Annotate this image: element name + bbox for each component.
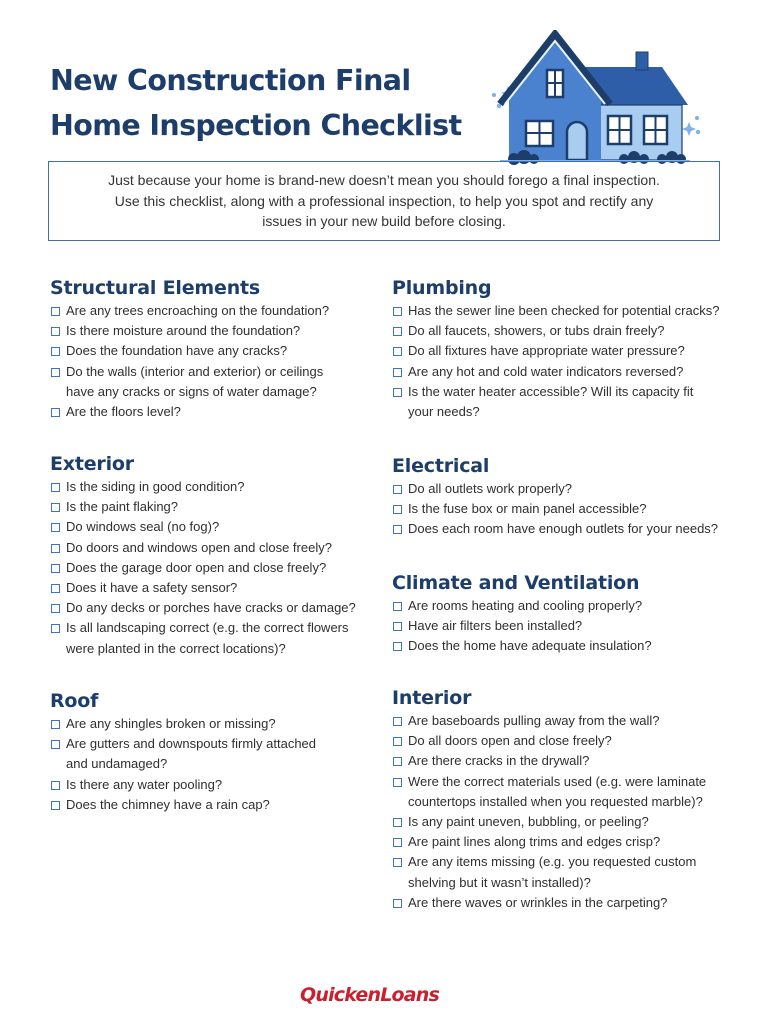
checklist-item[interactable]: Are any items missing (e.g. you requested custom shelving but it wasn’t installed)? bbox=[392, 852, 717, 892]
checklist-item[interactable]: Are any shingles broken or missing? bbox=[50, 714, 370, 734]
checkbox-icon[interactable] bbox=[393, 737, 402, 746]
checkbox-icon[interactable] bbox=[51, 740, 60, 749]
section-title: Interior bbox=[392, 686, 475, 710]
checkbox-icon[interactable] bbox=[393, 899, 402, 908]
checklist-item[interactable]: Are rooms heating and cooling properly? bbox=[392, 596, 737, 616]
checklist-item[interactable]: Is there any water pooling? bbox=[50, 775, 370, 795]
page-title bbox=[50, 58, 510, 148]
checklist-item[interactable]: Do all fixtures have appropriate water pressure? bbox=[392, 341, 737, 361]
checkbox-icon[interactable] bbox=[393, 388, 402, 397]
checkbox-icon[interactable] bbox=[51, 307, 60, 316]
section-roof bbox=[50, 689, 370, 815]
checklist-item[interactable]: Are there cracks in the drywall? bbox=[392, 751, 737, 771]
checkbox-icon[interactable] bbox=[393, 838, 402, 847]
checklist-item[interactable]: Are the floors level? bbox=[50, 402, 370, 422]
checklist-item[interactable]: Is any paint uneven, bubbling, or peeling? bbox=[392, 812, 737, 832]
checkbox-icon[interactable] bbox=[393, 602, 402, 611]
checkbox-icon[interactable] bbox=[393, 757, 402, 766]
checkbox-icon[interactable] bbox=[51, 544, 60, 553]
checklist-item[interactable]: Were the correct materials used (e.g. were laminate countertops installed when you requested marble)? bbox=[392, 772, 722, 812]
checkbox-icon[interactable] bbox=[51, 347, 60, 356]
checklist-item[interactable]: Does the home have adequate insulation? bbox=[392, 636, 737, 656]
section-climate-and-ventilation bbox=[392, 571, 737, 657]
page-title-line-1: New Construction Final bbox=[50, 64, 411, 97]
page-title-line-2: Home Inspection Checklist bbox=[50, 109, 462, 142]
section-title: Plumbing bbox=[392, 276, 495, 300]
section-electrical bbox=[392, 454, 737, 540]
checkbox-icon[interactable] bbox=[393, 818, 402, 827]
checkbox-icon[interactable] bbox=[51, 368, 60, 377]
checkbox-icon[interactable] bbox=[51, 523, 60, 532]
checklist-item[interactable]: Is the paint flaking? bbox=[50, 497, 370, 517]
section-exterior bbox=[50, 452, 370, 659]
checkbox-icon[interactable] bbox=[51, 781, 60, 790]
section-title: Roof bbox=[50, 689, 102, 713]
checkbox-icon[interactable] bbox=[393, 778, 402, 787]
checkbox-icon[interactable] bbox=[51, 584, 60, 593]
checkbox-icon[interactable] bbox=[51, 327, 60, 336]
section-interior bbox=[392, 686, 737, 913]
intro-line-2: Use this checklist, along with a professional inspection, to help you spot and rectify any bbox=[114, 192, 654, 209]
checklist-item[interactable]: Is all landscaping correct (e.g. the correct flowers were planted in the correct locations)? bbox=[50, 618, 360, 658]
checkbox-icon[interactable] bbox=[393, 525, 402, 534]
section-title: Electrical bbox=[392, 454, 493, 478]
checklist-item[interactable]: Does each room have enough outlets for your needs? bbox=[392, 519, 737, 539]
checkbox-icon[interactable] bbox=[51, 408, 60, 417]
checkbox-icon[interactable] bbox=[51, 624, 60, 633]
checkbox-icon[interactable] bbox=[393, 717, 402, 726]
checklist-item[interactable]: Do windows seal (no fog)? bbox=[50, 517, 370, 537]
section-structural-elements bbox=[50, 276, 370, 422]
quicken-loans-logo: QuickenLoans bbox=[300, 984, 440, 1006]
checkbox-icon[interactable] bbox=[393, 327, 402, 336]
checkbox-icon[interactable] bbox=[393, 347, 402, 356]
checkbox-icon[interactable] bbox=[51, 720, 60, 729]
checklist-item[interactable]: Is the siding in good condition? bbox=[50, 477, 370, 497]
checkbox-icon[interactable] bbox=[393, 485, 402, 494]
checklist-item[interactable]: Do the walls (interior and exterior) or ceilings have any cracks or signs of water damage? bbox=[50, 362, 340, 402]
checklist-item[interactable]: Are any hot and cold water indicators reversed? bbox=[392, 362, 737, 382]
checklist-item[interactable]: Do all doors open and close freely? bbox=[392, 731, 737, 751]
checklist-item[interactable]: Does the foundation have any cracks? bbox=[50, 341, 370, 361]
checkbox-icon[interactable] bbox=[51, 801, 60, 810]
checkbox-icon[interactable] bbox=[393, 642, 402, 651]
intro-line-3: issues in your new build before closing. bbox=[262, 213, 506, 229]
checklist-item[interactable]: Does the garage door open and close freely? bbox=[50, 558, 370, 578]
checklist-item[interactable]: Have air filters been installed? bbox=[392, 616, 737, 636]
checklist-item[interactable]: Has the sewer line been checked for potential cracks? bbox=[392, 301, 737, 321]
checklist-item[interactable]: Are gutters and downspouts firmly attached and undamaged? bbox=[50, 734, 340, 774]
checklist-item[interactable]: Do doors and windows open and close freely? bbox=[50, 538, 370, 558]
checklist-item[interactable]: Do any decks or porches have cracks or damage? bbox=[50, 598, 370, 618]
checklist-item[interactable]: Does it have a safety sensor? bbox=[50, 578, 370, 598]
checklist-item[interactable]: Is there moisture around the foundation? bbox=[50, 321, 370, 341]
checklist-item[interactable]: Is the fuse box or main panel accessible? bbox=[392, 499, 737, 519]
checklist-item[interactable]: Does the chimney have a rain cap? bbox=[50, 795, 370, 815]
checkbox-icon[interactable] bbox=[393, 622, 402, 631]
checklist-item[interactable]: Are paint lines along trims and edges crisp? bbox=[392, 832, 737, 852]
house-illustration bbox=[484, 30, 714, 170]
section-plumbing bbox=[392, 276, 737, 422]
checkbox-icon[interactable] bbox=[393, 858, 402, 867]
checkbox-icon[interactable] bbox=[393, 505, 402, 514]
checklist-item[interactable]: Are any trees encroaching on the foundation? bbox=[50, 301, 370, 321]
checkbox-icon[interactable] bbox=[51, 564, 60, 573]
checkbox-icon[interactable] bbox=[51, 483, 60, 492]
checklist-item[interactable]: Do all outlets work properly? bbox=[392, 479, 737, 499]
checklist-item[interactable]: Are there waves or wrinkles in the carpeting? bbox=[392, 893, 737, 913]
checklist-item[interactable]: Is the water heater accessible? Will its capacity fit your needs? bbox=[392, 382, 712, 422]
checklist-item[interactable]: Are baseboards pulling away from the wall? bbox=[392, 711, 737, 731]
checkbox-icon[interactable] bbox=[51, 604, 60, 613]
intro-line-1: Just because your home is brand-new doesn’t mean you should forego a final inspection. bbox=[108, 172, 660, 188]
section-title: Exterior bbox=[50, 452, 138, 476]
checkbox-icon[interactable] bbox=[393, 307, 402, 316]
checkbox-icon[interactable] bbox=[393, 368, 402, 377]
intro-box bbox=[48, 161, 720, 241]
section-title: Climate and Ventilation bbox=[392, 571, 643, 595]
checklist-item[interactable]: Do all faucets, showers, or tubs drain freely? bbox=[392, 321, 737, 341]
checkbox-icon[interactable] bbox=[51, 503, 60, 512]
section-title: Structural Elements bbox=[50, 276, 264, 300]
